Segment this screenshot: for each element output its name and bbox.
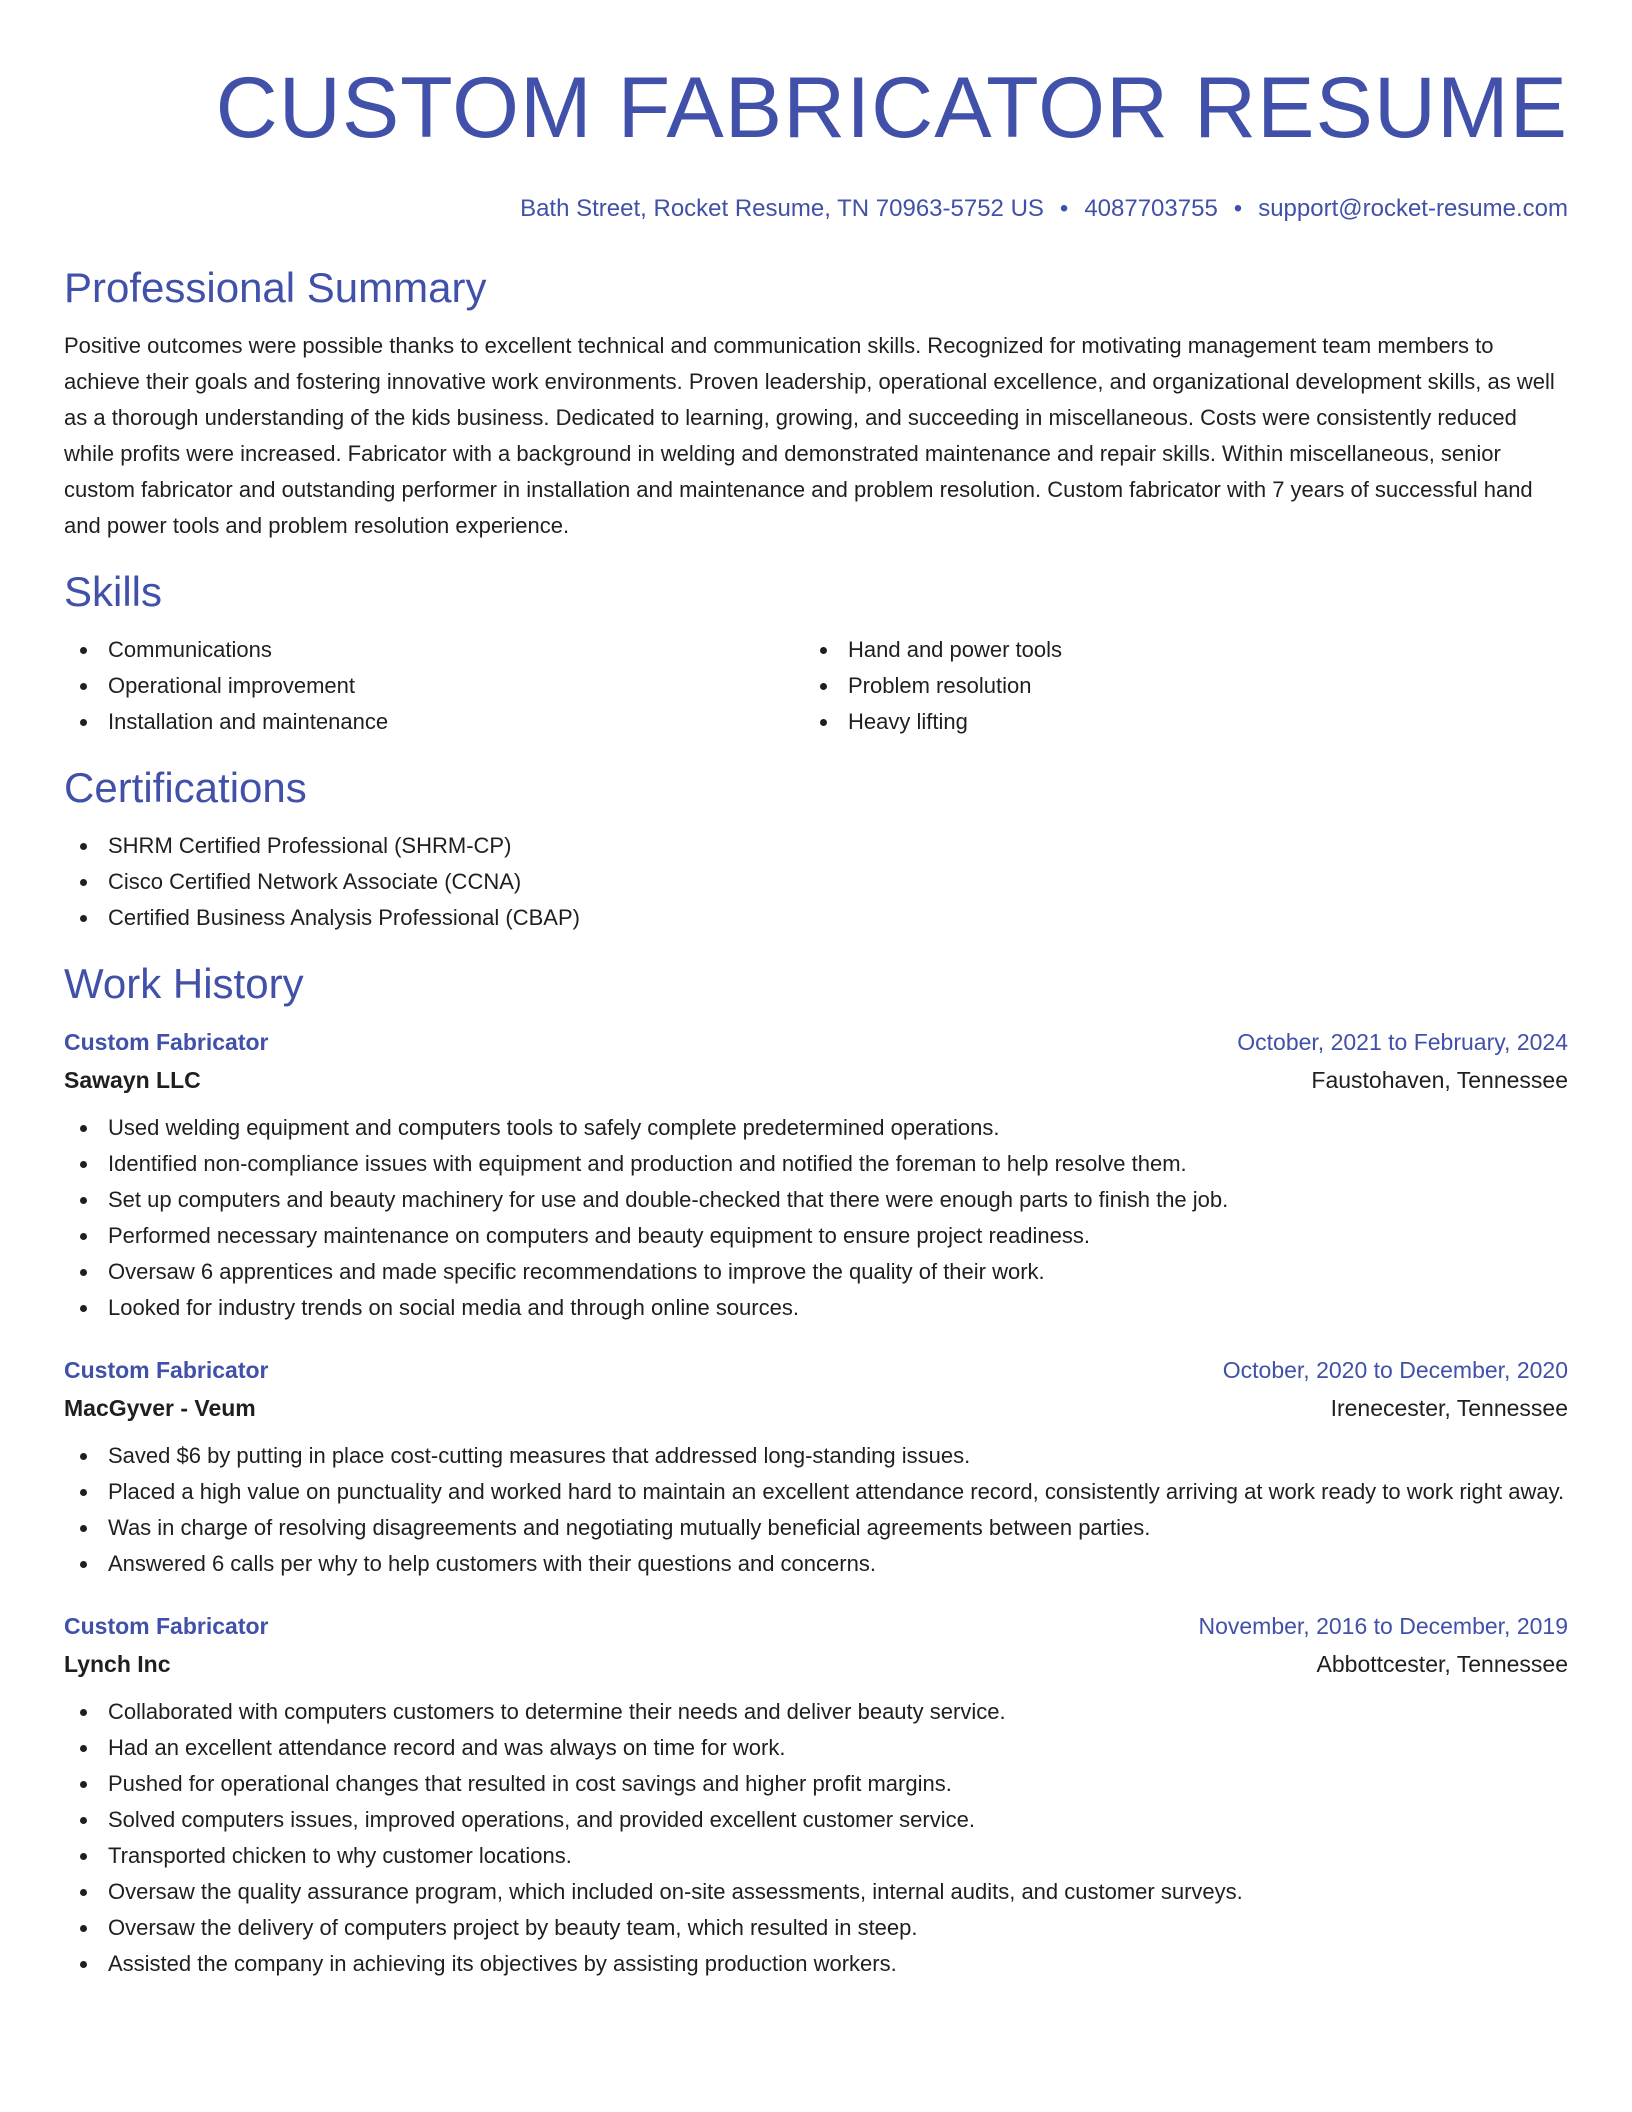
job-bullet: Oversaw 6 apprentices and made specific recommendations to improve the quality of their work. xyxy=(64,1254,1568,1290)
contact-separator: • xyxy=(1233,195,1243,222)
job-bullet: Answered 6 calls per why to help customers with their questions and concerns. xyxy=(64,1546,1568,1582)
job-subheader xyxy=(64,1644,1568,1684)
job-header xyxy=(64,1608,1568,1644)
certifications-list xyxy=(64,828,1568,936)
skills-left-list xyxy=(64,632,804,740)
certification-item: Certified Business Analysis Professional (CBAP) xyxy=(64,900,1568,936)
job-dates: October, 2021 to February, 2024 xyxy=(1237,1029,1568,1055)
skill-item: Operational improvement xyxy=(64,668,804,704)
skills-section xyxy=(64,566,1568,740)
contact-address: Bath Street, Rocket Resume, TN 70963-5752 US xyxy=(520,195,1044,222)
skill-item: Installation and maintenance xyxy=(64,704,804,740)
certification-item: Cisco Certified Network Associate (CCNA) xyxy=(64,864,1568,900)
job-entry xyxy=(64,1352,1568,1582)
job-bullet: Placed a high value on punctuality and worked hard to maintain an excellent attendance record, consistently arriving at work ready to work right away. xyxy=(64,1474,1568,1510)
job-bullet: Had an excellent attendance record and was always on time for work. xyxy=(64,1730,1568,1766)
certifications-heading: Certifications xyxy=(64,764,307,811)
job-header xyxy=(64,1024,1568,1060)
job-bullet: Saved $6 by putting in place cost-cutting measures that addressed long-standing issues. xyxy=(64,1438,1568,1474)
job-bullet: Performed necessary maintenance on computers and beauty equipment to ensure project readiness. xyxy=(64,1218,1568,1254)
skill-item: Hand and power tools xyxy=(804,632,1544,668)
job-company: Lynch Inc xyxy=(64,1651,171,1677)
job-subheader xyxy=(64,1060,1568,1100)
job-bullet: Identified non-compliance issues with equipment and production and notified the foreman to help resolve them. xyxy=(64,1146,1568,1182)
job-bullet: Transported chicken to why customer locations. xyxy=(64,1838,1568,1874)
skills-heading: Skills xyxy=(64,568,163,615)
skill-item: Heavy lifting xyxy=(804,704,1544,740)
skill-item: Problem resolution xyxy=(804,668,1544,704)
job-entry xyxy=(64,1608,1568,1982)
contact-line xyxy=(64,194,1568,224)
skills-grid xyxy=(64,632,1568,740)
job-bullet: Pushed for operational changes that resulted in cost savings and higher profit margins. xyxy=(64,1766,1568,1802)
job-company: Sawayn LLC xyxy=(64,1067,201,1093)
job-bullet: Looked for industry trends on social media and through online sources. xyxy=(64,1290,1568,1326)
job-title: Custom Fabricator xyxy=(64,1357,269,1383)
job-location: Abbottcester, Tennessee xyxy=(1316,1651,1568,1677)
job-bullet: Solved computers issues, improved operations, and provided excellent customer service. xyxy=(64,1802,1568,1838)
job-bullet: Collaborated with computers customers to determine their needs and deliver beauty service. xyxy=(64,1694,1568,1730)
job-entry xyxy=(64,1024,1568,1326)
job-bullet: Oversaw the delivery of computers project by beauty team, which resulted in steep. xyxy=(64,1910,1568,1946)
contact-separator: • xyxy=(1059,195,1069,222)
skills-right-list xyxy=(804,632,1544,740)
contact-phone: 4087703755 xyxy=(1084,195,1218,222)
job-bullets xyxy=(64,1694,1568,1982)
job-title: Custom Fabricator xyxy=(64,1613,269,1639)
job-bullets xyxy=(64,1110,1568,1326)
resume-title: CUSTOM FABRICATOR RESUME xyxy=(215,60,1568,156)
job-location: Irenecester, Tennessee xyxy=(1330,1395,1568,1421)
job-bullet: Used welding equipment and computers tools to safely complete predetermined operations. xyxy=(64,1110,1568,1146)
summary-text: Positive outcomes were possible thanks to excellent technical and communication skills. Recognized for motivating management team members to achieve their goals and fostering innovative work environments. Proven leadership, operational excellence, and organizational development skills, as well as a thorough understanding of the kids business. Dedicated to learning, growing, and succeeding in miscellaneous. Costs were consistently reduced while profits were increased. Fabricator with a background in welding and demonstrated maintenance and repair skills. Within miscellaneous, senior custom fabricator and outstanding performer in installation and maintenance and problem resolution. Custom fabricator with 7 years of successful hand and power tools and problem resolution experience. xyxy=(64,333,1555,538)
job-dates: November, 2016 to December, 2019 xyxy=(1198,1613,1568,1639)
job-bullet: Was in charge of resolving disagreements and negotiating mutually beneficial agreements between parties. xyxy=(64,1510,1568,1546)
certifications-section xyxy=(64,762,1568,936)
job-company: MacGyver - Veum xyxy=(64,1395,256,1421)
job-dates: October, 2020 to December, 2020 xyxy=(1222,1357,1568,1383)
skill-item: Communications xyxy=(64,632,804,668)
job-location: Faustohaven, Tennessee xyxy=(1311,1067,1568,1093)
summary-section xyxy=(64,262,1568,544)
job-bullet: Set up computers and beauty machinery for use and double-checked that there were enough parts to finish the job. xyxy=(64,1182,1568,1218)
certification-item: SHRM Certified Professional (SHRM-CP) xyxy=(64,828,1568,864)
contact-email: support@rocket-resume.com xyxy=(1258,195,1568,222)
job-subheader xyxy=(64,1388,1568,1428)
job-bullets xyxy=(64,1438,1568,1582)
job-header xyxy=(64,1352,1568,1388)
job-bullet: Oversaw the quality assurance program, which included on-site assessments, internal audits, and customer surveys. xyxy=(64,1874,1568,1910)
work-history-heading: Work History xyxy=(64,960,304,1007)
job-title: Custom Fabricator xyxy=(64,1029,269,1055)
job-bullet: Assisted the company in achieving its objectives by assisting production workers. xyxy=(64,1946,1568,1982)
summary-heading: Professional Summary xyxy=(64,264,487,311)
work-history-section xyxy=(64,958,1568,1982)
